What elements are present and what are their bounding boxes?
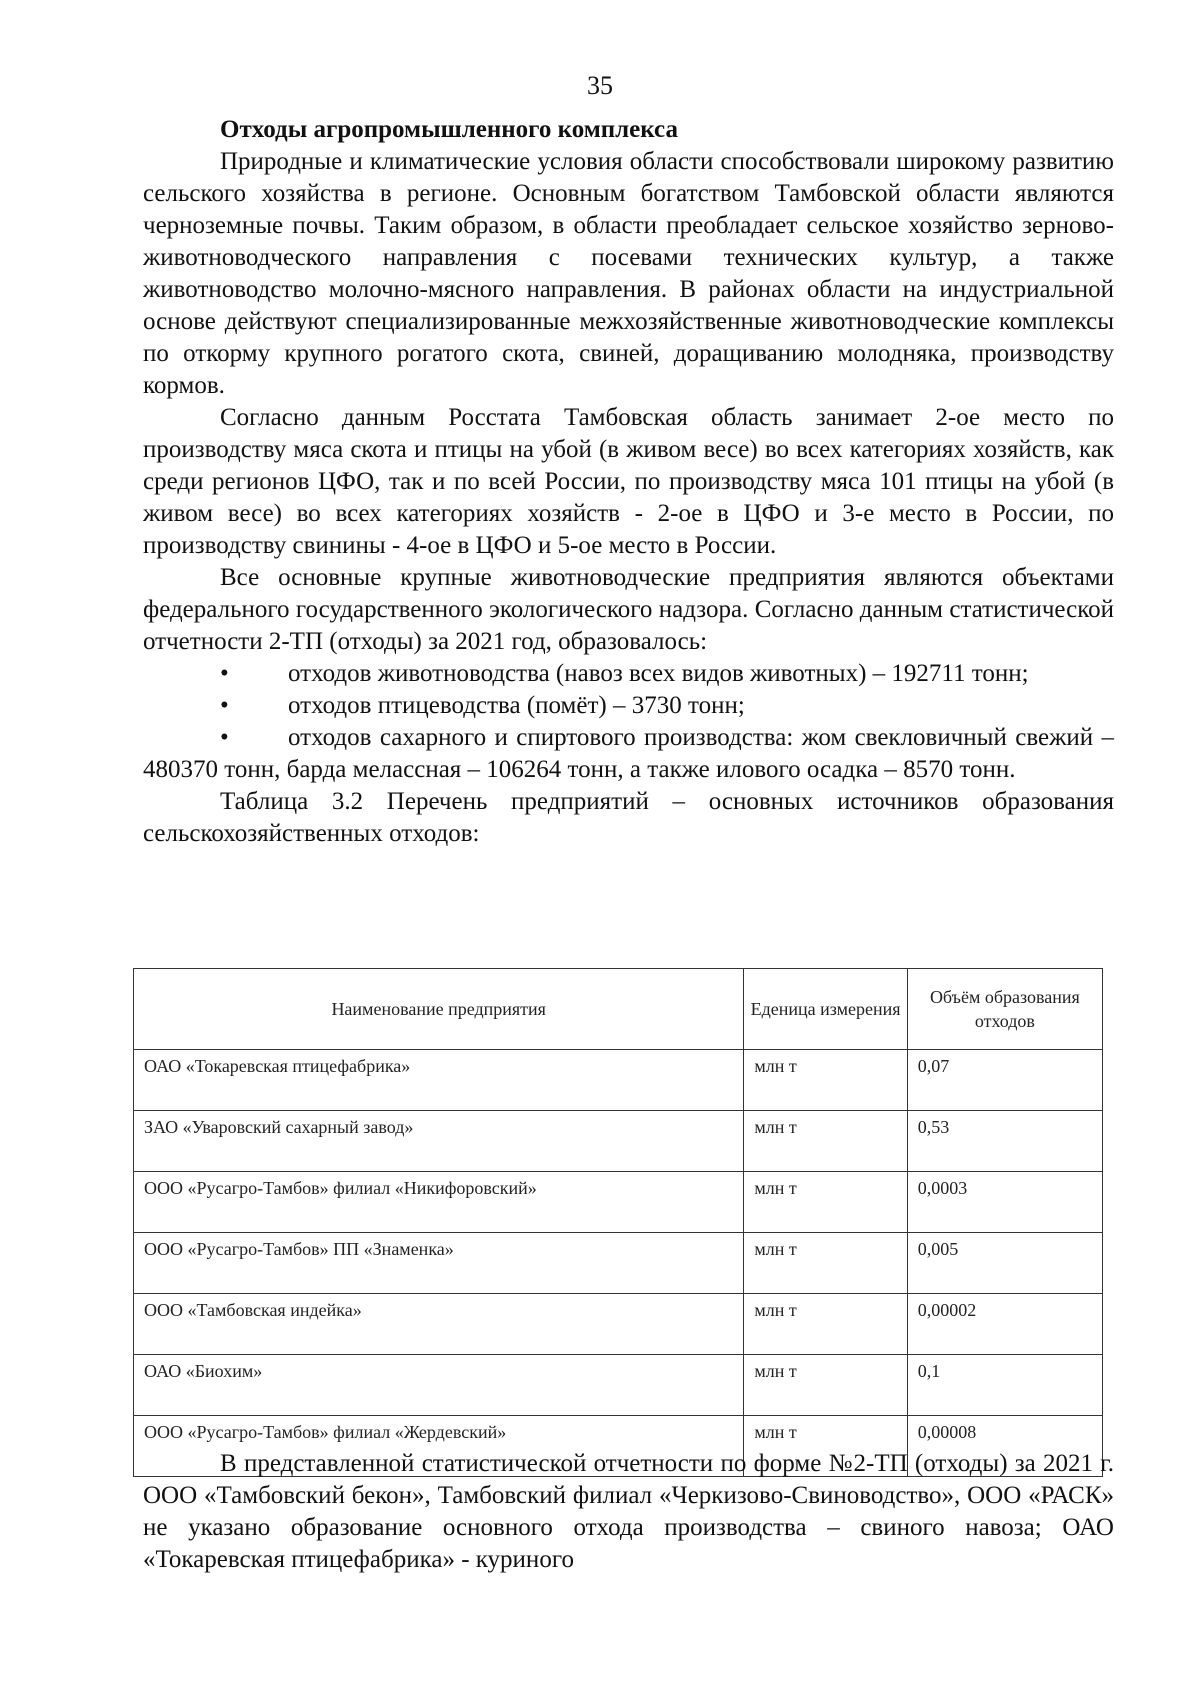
paragraph-enterprises: Все основные крупные животноводческие предприятия являются объектами федерального государственного экологического надзора. Согласно данным статистической отчетности 2-ТП (отходы) за 2021 год, образовалось: [143, 564, 1114, 655]
cell-volume: 0,00002 [907, 1294, 1102, 1355]
cell-name: ООО «Тамбовская индейка» [134, 1294, 744, 1355]
cell-name: ЗАО «Уваровский сахарный завод» [134, 1111, 744, 1172]
bullet-text: отходов животноводства (навоз всех видов животных) – 192711 тонн; [288, 660, 1029, 687]
cell-name: ОАО «Биохим» [134, 1355, 744, 1416]
header-unit: Еденица измерения [744, 969, 907, 1050]
cell-name: ОАО «Токаревская птицефабрика» [134, 1050, 744, 1111]
table-header-row [134, 969, 1103, 1050]
bullet-text: отходов птицеводства (помёт) – 3730 тонн; [288, 692, 745, 719]
cell-unit: млн т [744, 1294, 907, 1355]
bullet-text: отходов сахарного и спиртового производства: жом свекловичный свежий – 480370 тонн, барда мелассная – 106264 тонн, а также илового осадка – 8570 тонн. [143, 724, 1114, 783]
table-row [134, 1355, 1103, 1416]
cell-unit: млн т [744, 1355, 907, 1416]
enterprises-table [133, 968, 1103, 1477]
bullet-item [143, 658, 1114, 690]
cell-volume: 0,53 [907, 1111, 1102, 1172]
intro-text-block [143, 146, 1114, 850]
header-volume: Объём образования отходов [907, 969, 1102, 1050]
cell-unit: млн т [744, 1050, 907, 1111]
paragraph-rosstat: Согласно данным Росстата Тамбовская область занимает 2-ое место по производству мяса скота и птицы на убой (в живом весе) во всех категориях хозяйств, как среди регионов ЦФО, так и по всей России, по производству мяса 101 птицы на убой (в живом весе) во всех категориях хозяйств - 2-ое в ЦФО и 3-е место в России, по производству свинины - 4-ое в ЦФО и 5-ое место в России. [143, 404, 1114, 559]
table-row [134, 1294, 1103, 1355]
paragraph-climate: Природные и климатические условия области способствовали широкому развитию сельского хозяйства в регионе. Основным богатством Тамбовской области являются черноземные почвы. Таким образом, в области преобладает сельское хозяйство зерново-животноводческого направления с посевами технических культур, а также животноводство молочно-мясного направления. В районах области на индустриальной основе действуют специализированные межхозяйственные животноводческие комплексы по откорму крупного рогатого скота, свиней, доращиванию молодняка, производству кормов. [143, 148, 1114, 399]
paragraph-closing: В представленной статистической отчетности по форме №2-ТП (отходы) за 2021 г. ООО «Тамбовский бекон», Тамбовский филиал «Черкизово-Свиноводство», ООО «РАСК» не указано образование основного отхода производства – свиного навоза; ОАО «Токаревская птицефабрика» - куриного [143, 1450, 1114, 1573]
cell-name: ООО «Русагро-Тамбов» ПП «Знаменка» [134, 1233, 744, 1294]
bullet-item [143, 690, 1114, 722]
table-row [134, 1050, 1103, 1111]
table-row [134, 1172, 1103, 1233]
cell-volume: 0,0003 [907, 1172, 1102, 1233]
cell-unit: млн т [744, 1111, 907, 1172]
header-name: Наименование предприятия [134, 969, 744, 1050]
bullet-dot: • [220, 692, 229, 719]
closing-text-block [143, 1448, 1114, 1576]
section-title: Отходы агропромышленного комплекса [220, 116, 678, 143]
cell-unit: млн т [744, 1416, 907, 1477]
cell-unit: млн т [744, 1233, 907, 1294]
cell-volume: 0,005 [907, 1233, 1102, 1294]
cell-name: ООО «Русагро-Тамбов» филиал «Никифоровский» [134, 1172, 744, 1233]
cell-volume: 0,1 [907, 1355, 1102, 1416]
cell-unit: млн т [744, 1172, 907, 1233]
table-row [134, 1111, 1103, 1172]
cell-volume: 0,07 [907, 1050, 1102, 1111]
table-caption: Таблица 3.2 Перечень предприятий – основных источников образования сельскохозяйственных отходов: [143, 788, 1114, 847]
cell-name: ООО «Русагро-Тамбов» филиал «Жердевский» [134, 1416, 744, 1477]
page-number: 35 [587, 71, 613, 100]
cell-volume: 0,00008 [907, 1416, 1102, 1477]
table-row [134, 1233, 1103, 1294]
bullet-item [143, 722, 1114, 786]
bullet-dot: • [220, 724, 229, 751]
bullet-dot: • [220, 660, 229, 687]
